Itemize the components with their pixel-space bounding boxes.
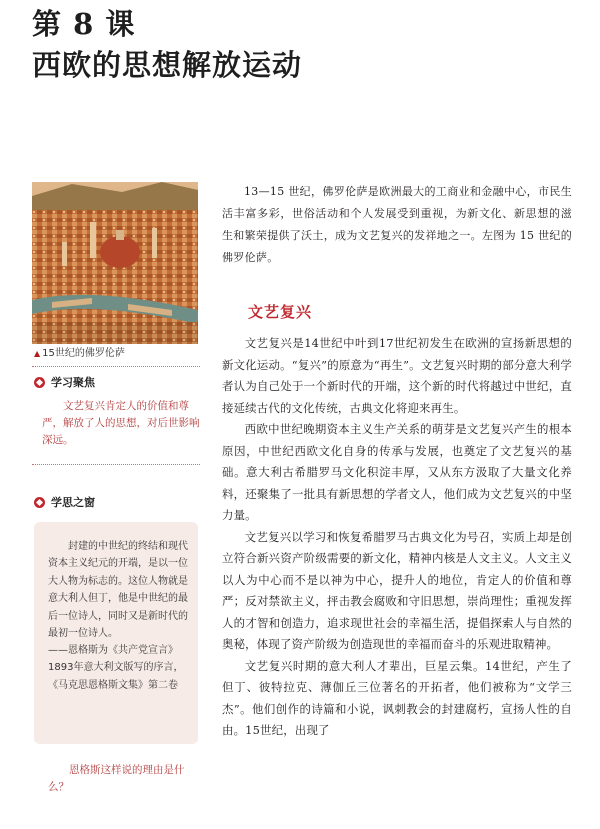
focus-text: 文艺复兴肯定人的价值和尊严，解放了人的思想，对后世影响深远。 (42, 400, 200, 446)
section-bullet-icon (34, 497, 45, 508)
reflection-heading (34, 496, 95, 510)
section-bullet-icon (34, 377, 45, 388)
divider (32, 464, 200, 465)
body-text (222, 333, 572, 742)
intro-paragraph: 13—15 世纪，佛罗伦萨是欧洲最大的工商业和金融中心，市民生活丰富多彩，世俗活动和个人发展受到重视，为新文化、新思想的滋生和繁荣提供了沃土，成为文艺复兴的发祥地之一。左图为 15 世纪的佛罗伦萨。 (222, 185, 572, 264)
paragraph: 文艺复兴是14世纪中叶到17世纪初发生在欧洲的宣扬新思想的新文化运动。“复兴”的原意为“再生”。文艺复兴时期的部分意大利学者认为自己处于一个新时代的开端，这个新的时代将越过中世纪，直接延续古代的文化传统，古典文化将迎来再生。 (222, 336, 572, 415)
florence-cityscape-image (32, 182, 198, 344)
focus-heading-label: 学习聚焦 (51, 376, 95, 389)
focus-heading (34, 376, 95, 390)
lesson-title: 西欧的思想解放运动 (32, 48, 303, 82)
section-title: 文艺复兴 (248, 303, 313, 321)
divider (32, 366, 200, 367)
paragraph: 文艺复兴以学习和恢复希腊罗马古典文化为号召，实质上却是创立符合新兴资产阶级需要的新文化，精神内核是人文主义。人文主义以人为中心而不是以神为中心，提升人的地位，肯定人的价值和尊严；反对禁欲主义，抨击教会腐败和守旧思想，崇尚理性；重视发挥人的才智和创造力，追求现世社会的幸福生活，提倡探索人与自然的奥秘，体现了资产阶级为创造现世的幸福而奋斗的乐观进取精神。 (222, 529, 572, 651)
quote-text: 封建的中世纪的终结和现代资本主义纪元的开端，是以一位大人物为标志的。这位人物就是意大利人但丁，他是中世纪的最后一位诗人，同时又是新时代的最初一位诗人。 (48, 541, 188, 640)
figure-caption (34, 348, 125, 360)
triangle-marker-icon: ▲ (34, 349, 41, 358)
lesson-number: 第 8 课 (32, 7, 136, 41)
paragraph: 西欧中世纪晚期资本主义生产关系的萌芽是文艺复兴产生的根本原因，中世纪西欧文化自身的传承与发展，也奠定了文艺复兴的基础。意大利古希腊罗马文化积淀丰厚，又从东方汲取了大量文化养料，还聚集了一批具有新思想的学者文人，他们成为文艺复兴的中坚力量。 (222, 422, 572, 522)
reflection-question: 恩格斯这样说的理由是什么？ (48, 764, 185, 793)
quote-source: ——恩格斯为《共产党宣言》1893年意大利文版写的序言，《马克思恩格斯文集》第二卷 (48, 645, 184, 691)
paragraph: 文艺复兴时期的意大利人才辈出，巨星云集。14世纪，产生了但丁、彼特拉克、薄伽丘三位著名的开拓者，他们被称为“文学三杰”。他们创作的诗篇和小说，讽刺教会的封建腐朽，宣扬人性的自由。15世纪，出现了 (222, 658, 572, 737)
figure-caption-text: 15世纪的佛罗伦萨 (42, 348, 125, 359)
florence-painting (32, 182, 198, 344)
reflection-heading-label: 学思之窗 (51, 496, 95, 509)
